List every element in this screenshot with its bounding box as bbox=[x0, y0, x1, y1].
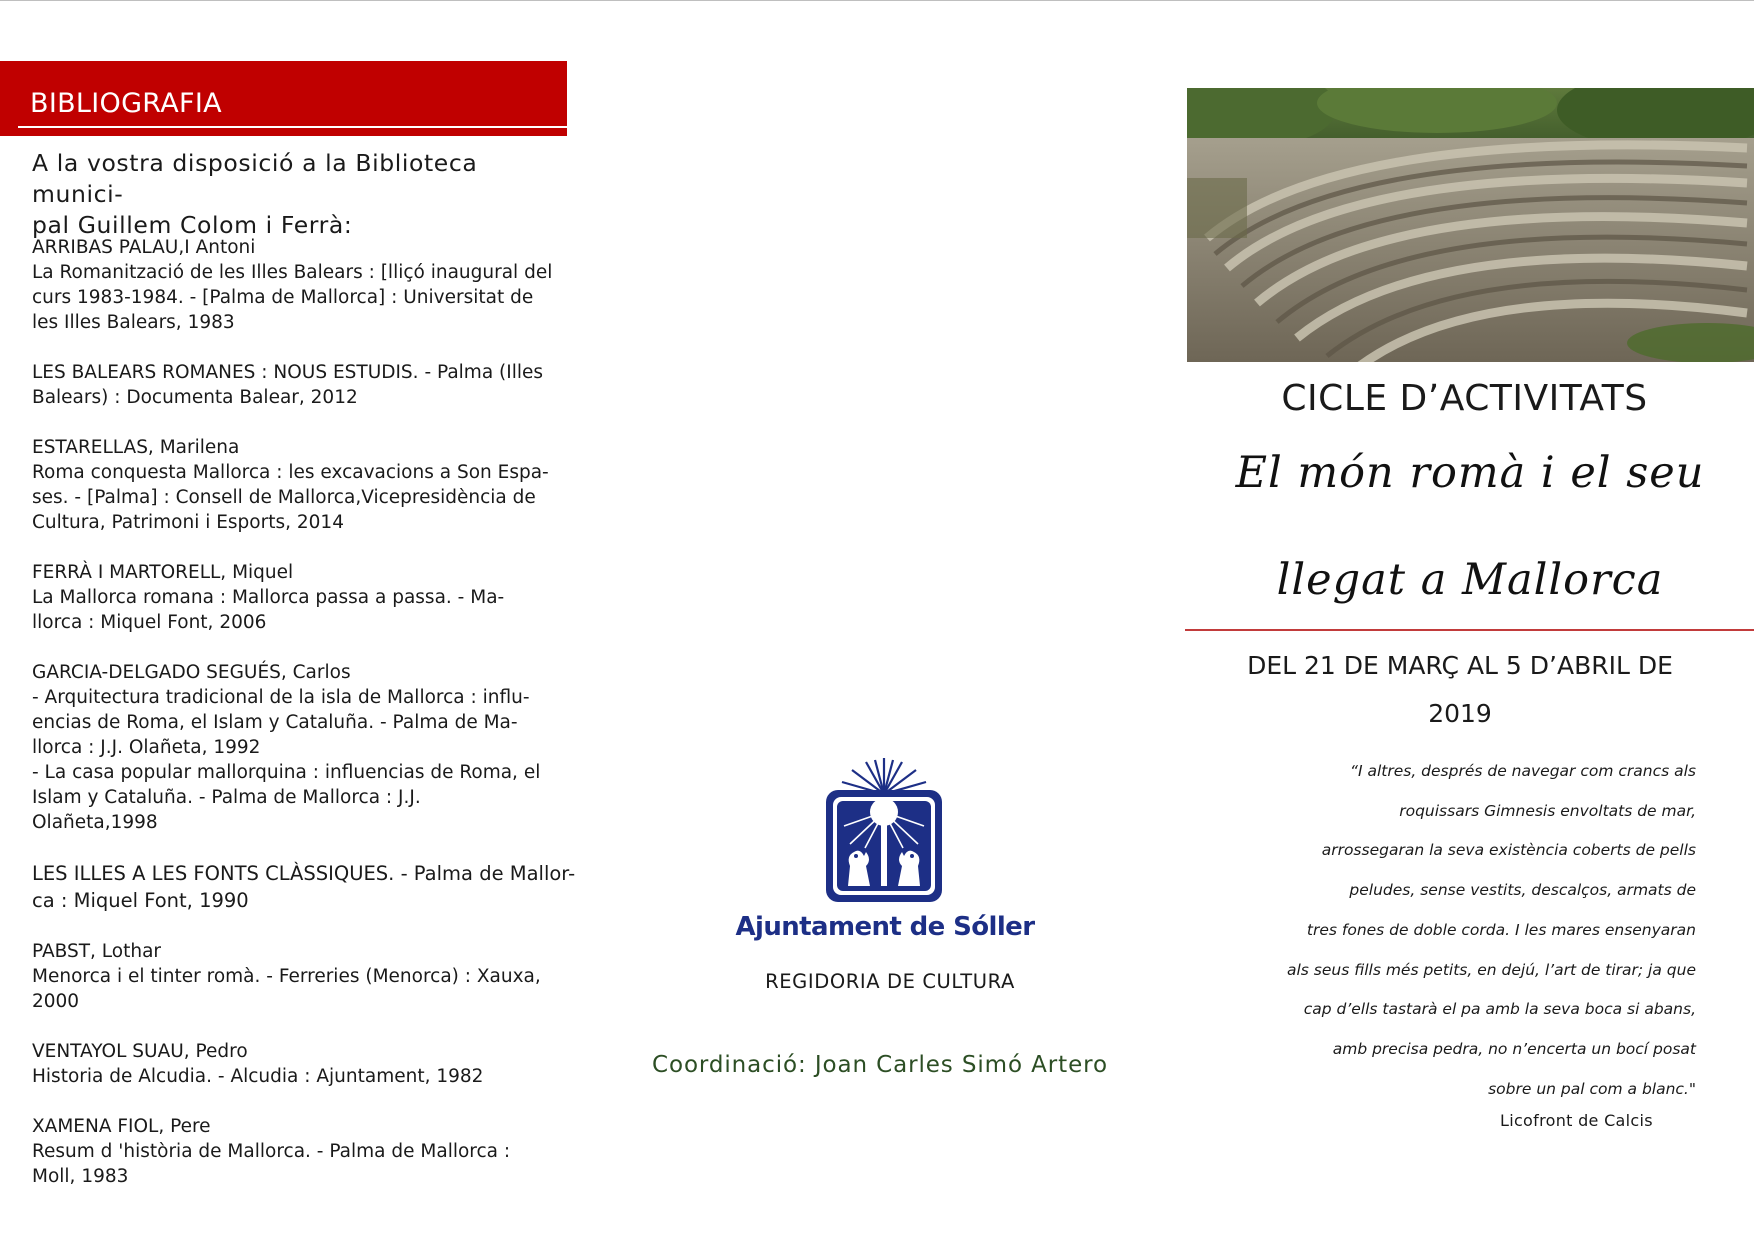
entry-line: Menorca i el tinter romà. - Ferreries (Menorca) : Xauxa, bbox=[32, 966, 541, 987]
entry-line: LES ILLES A LES FONTS CLÀSSIQUES. - Palma de Mallor- bbox=[32, 862, 576, 885]
intro-line: A la vostra disposició a la Biblioteca munici- bbox=[32, 149, 478, 208]
page-top-border bbox=[0, 0, 1754, 1]
quote-block bbox=[1280, 752, 1696, 1109]
entry-line: 2000 bbox=[32, 991, 80, 1012]
dates-line: DEL 21 DE MARÇ AL 5 D’ABRIL DE bbox=[1247, 651, 1673, 680]
entry-author: VENTAYOL SUAU, Pedro bbox=[32, 1041, 248, 1062]
quote-line: peludes, sense vestits, descalços, armats de bbox=[1349, 881, 1696, 900]
entry-line: llorca : J.J. Olañeta, 1992 bbox=[32, 737, 261, 758]
quote-line: “I altres, després de navegar com crancs als bbox=[1349, 762, 1696, 780]
quote-line: amb precisa pedra, no n’encerta un bocí posat bbox=[1332, 1039, 1696, 1058]
bibliography-entry bbox=[32, 360, 554, 410]
department-name: REGIDORIA DE CULTURA bbox=[765, 970, 1015, 993]
entry-line: ses. - [Palma] : Consell de Mallorca,Vicepresidència de bbox=[32, 487, 536, 508]
intro-line: pal Guillem Colom i Ferrà: bbox=[32, 211, 353, 239]
event-dates bbox=[1200, 642, 1720, 738]
entry-author: FERRÀ I MARTORELL, Miquel bbox=[32, 562, 294, 583]
entry-line: La Mallorca romana : Mallorca passa a passa. - Ma- bbox=[32, 587, 505, 608]
quote-line: sobre un pal com a blanc." bbox=[1488, 1079, 1696, 1098]
dates-line: 2019 bbox=[1428, 699, 1492, 728]
bibliography-title: BIBLIOGRAFIA bbox=[30, 88, 222, 119]
entry-line: curs 1983-1984. - [Palma de Mallorca] : Universitat de bbox=[32, 287, 534, 308]
entry-author: PABST, Lothar bbox=[32, 941, 162, 962]
event-title-line-2: llegat a Mallorca bbox=[1276, 555, 1664, 605]
entry-line: ca : Miquel Font, 1990 bbox=[32, 889, 249, 912]
entry-author: GARCIA-DELGADO SEGUÉS, Carlos bbox=[32, 662, 351, 683]
quote-line: als seus fills més petits, en dejú, l’art de tirar; ja que bbox=[1286, 960, 1696, 979]
entry-author: XAMENA FIOL, Pere bbox=[32, 1116, 211, 1137]
entry-line: Balears) : Documenta Balear, 2012 bbox=[32, 387, 358, 408]
bibliography-header bbox=[0, 61, 567, 136]
entry-line: llorca : Miquel Font, 2006 bbox=[32, 612, 267, 633]
entry-line: LES BALEARS ROMANES : NOUS ESTUDIS. - Palma (Illes bbox=[32, 362, 544, 383]
bibliography-entry bbox=[32, 860, 576, 914]
entry-line: Cultura, Patrimoni i Esports, 2014 bbox=[32, 512, 344, 533]
entry-author: ESTARELLAS, Marilena bbox=[32, 437, 240, 458]
bibliography-entry bbox=[32, 660, 554, 835]
bibliography-entry bbox=[32, 435, 554, 535]
bibliography-entry bbox=[32, 560, 554, 635]
entry-line: les Illes Balears, 1983 bbox=[32, 312, 235, 333]
cycle-label: CICLE D’ACTIVITATS bbox=[1281, 378, 1648, 419]
entry-line: Historia de Alcudia. - Alcudia : Ajuntament, 1982 bbox=[32, 1066, 484, 1087]
title-divider bbox=[1185, 629, 1754, 631]
coordination-credit: Coordinació: Joan Carles Simó Artero bbox=[652, 1052, 1108, 1078]
entry-line: Resum d 'història de Mallorca. - Palma de Mallorca : bbox=[32, 1141, 511, 1162]
bibliography-entry bbox=[32, 1114, 554, 1189]
entry-line: La Romanització de les Illes Balears : [lliçó inaugural del bbox=[32, 262, 553, 283]
quote-line: cap d’ells tastarà el pa amb la seva boca si abans, bbox=[1303, 1000, 1696, 1019]
entry-line: - Arquitectura tradicional de la isla de Mallorca : influ- bbox=[32, 687, 530, 708]
entry-line: encias de Roma, el Islam y Cataluña. - Palma de Ma- bbox=[32, 712, 518, 733]
entry-line: Moll, 1983 bbox=[32, 1166, 129, 1187]
bibliography-list bbox=[32, 235, 576, 1214]
entry-author: ARRIBAS PALAU,I Antoni bbox=[32, 237, 256, 258]
quote-line: roquissars Gimnesis envoltats de mar, bbox=[1399, 801, 1696, 820]
quote-author: Licofront de Calcis bbox=[1500, 1111, 1653, 1130]
entry-line: Islam y Cataluña. - Palma de Mallorca : J.J. bbox=[32, 787, 421, 808]
quote-line: arrossegaran la seva existència coberts de pells bbox=[1321, 841, 1696, 860]
soller-crest-icon bbox=[820, 756, 948, 906]
event-title-line-1: El món romà i el seu bbox=[1235, 448, 1705, 498]
bibliography-entry bbox=[32, 939, 554, 1014]
bibliography-header-rule bbox=[18, 126, 567, 128]
entry-line: Roma conquesta Mallorca : les excavacions a Son Espa- bbox=[32, 462, 549, 483]
bibliography-intro bbox=[32, 148, 552, 241]
entry-line: - La casa popular mallorquina : influencias de Roma, el bbox=[32, 762, 541, 783]
roman-theatre-photo bbox=[1187, 88, 1754, 362]
quote-line: tres fones de doble corda. I les mares ensenyaran bbox=[1306, 920, 1696, 939]
organization-name: Ajuntament de Sóller bbox=[735, 912, 1035, 942]
bibliography-entry bbox=[32, 235, 554, 335]
entry-line: Olañeta,1998 bbox=[32, 812, 158, 833]
bibliography-entry bbox=[32, 1039, 554, 1089]
